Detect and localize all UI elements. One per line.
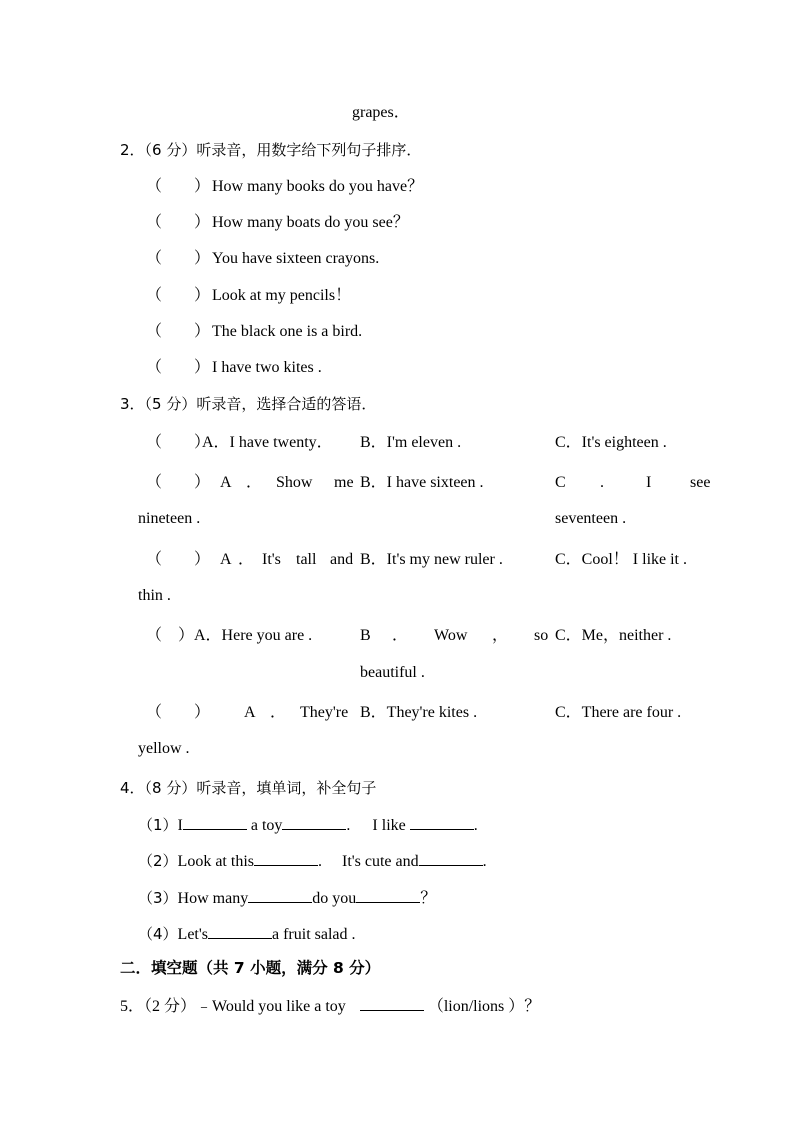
q5-text: 5．（2 分）﹣Would you like a toy xyxy=(120,998,346,1015)
q3-option-c: C．There are four . xyxy=(555,704,682,721)
answer-blank[interactable] xyxy=(410,814,474,830)
answer-blank[interactable] xyxy=(356,887,420,903)
q4-text: It's cute and xyxy=(341,853,419,870)
q3-option-a: ． xyxy=(270,704,287,721)
q3-paren: （ ） xyxy=(146,551,211,568)
continuation-text: grapes． xyxy=(352,104,410,121)
q3-option-c: seventeen . xyxy=(555,510,627,527)
q3-option-a: A xyxy=(244,704,256,721)
answer-blank[interactable] xyxy=(248,887,312,903)
q3-option-a: A xyxy=(220,474,232,491)
q3-option-c: C．Me，neither . xyxy=(555,627,672,644)
q4-text: . xyxy=(482,853,487,870)
q4-text: Look at this xyxy=(177,853,254,870)
q4-text: ？ xyxy=(420,890,437,907)
q3-paren: （ ） xyxy=(146,627,195,644)
q2-item-text: How many books do you have？ xyxy=(212,178,424,195)
q3-option-a: ． xyxy=(238,551,255,568)
q4-text: I like xyxy=(372,817,406,834)
q3-option-b: ， xyxy=(492,627,509,644)
q3-paren: （ ） xyxy=(146,474,211,491)
q4-text: . xyxy=(473,817,478,834)
q3-option-a: tall xyxy=(296,551,317,568)
q2-item-text: You have sixteen crayons. xyxy=(212,250,380,267)
q3-option-c: see xyxy=(690,474,711,491)
q3-option-a: and xyxy=(330,551,354,568)
q3-option-b: B．I'm eleven . xyxy=(360,434,462,451)
q3-option-a: A xyxy=(220,551,232,568)
q4-number: （1） xyxy=(138,816,178,834)
q4-text: . xyxy=(346,817,351,834)
q4-line-2 xyxy=(138,850,487,872)
q3-option-c: C．It's eighteen . xyxy=(555,434,667,451)
q3-option-a: me xyxy=(334,474,354,491)
q3-option-a: A．Here you are . xyxy=(194,627,313,644)
q2-item-text: Look at my pencils！ xyxy=(212,287,352,304)
q4-line-3 xyxy=(138,887,436,909)
q3-option-a: Show xyxy=(276,474,313,491)
q4-number: （2） xyxy=(138,852,178,870)
q4-text: a fruit salad . xyxy=(271,926,356,943)
q2-item-text: I have two kites . xyxy=(212,359,322,376)
q4-text: I xyxy=(177,817,183,834)
q3-option-a: ． xyxy=(246,474,263,491)
q3-option-b: B xyxy=(360,627,371,644)
q3-option-c: . xyxy=(600,474,604,491)
q3-option-b: Wow xyxy=(434,627,468,644)
q4-line-4 xyxy=(138,923,356,945)
q4-text: . xyxy=(317,853,322,870)
answer-blank[interactable] xyxy=(282,814,346,830)
q3-option-c: I xyxy=(646,474,652,491)
q3-option-b: so xyxy=(534,627,549,644)
q3-option-a: They're xyxy=(300,704,349,721)
q2-paren: （ ） xyxy=(146,250,211,267)
q3-option-a: thin . xyxy=(138,587,171,604)
answer-blank[interactable] xyxy=(254,850,318,866)
q2-paren: （ ） xyxy=(146,287,211,304)
q2-stem: 2．（6 分）听录音，用数字给下列句子排序． xyxy=(120,141,422,159)
q2-item-text: The black one is a bird. xyxy=(212,323,363,340)
q3-option-b: B．I have sixteen . xyxy=(360,474,484,491)
q4-number: （3） xyxy=(138,889,178,907)
q3-option-a: yellow . xyxy=(138,740,190,757)
q4-line-1 xyxy=(138,814,478,836)
q4-number: （4） xyxy=(138,925,178,943)
q5-line xyxy=(120,995,540,1017)
q4-text: do you xyxy=(312,890,357,907)
q3-option-a: A．I have twenty． xyxy=(202,434,333,451)
answer-blank[interactable] xyxy=(419,850,483,866)
q2-paren: （ ） xyxy=(146,359,211,376)
q4-text: Let's xyxy=(177,926,208,943)
q4-text: How many xyxy=(177,890,249,907)
q2-paren: （ ） xyxy=(146,178,211,195)
answer-blank[interactable] xyxy=(183,814,247,830)
q3-option-a: It's xyxy=(262,551,281,568)
q3-option-c: C xyxy=(555,474,566,491)
q2-paren: （ ） xyxy=(146,214,211,231)
q3-option-b: beautiful . xyxy=(360,664,425,681)
answer-blank[interactable] xyxy=(360,995,424,1011)
q3-paren: （ ） xyxy=(146,704,211,721)
q3-option-a: nineteen . xyxy=(138,510,201,527)
section-heading: 二．填空题（共 7 小题，满分 8 分） xyxy=(120,959,381,977)
q3-stem: 3．（5 分）听录音，选择合适的答语． xyxy=(120,395,377,413)
q4-text: a toy xyxy=(250,817,283,834)
q3-option-b: B．It's my new ruler . xyxy=(360,551,503,568)
q3-option-b: ． xyxy=(392,627,409,644)
q2-item-text: How many boats do you see？ xyxy=(212,214,409,231)
q3-option-c: C．Cool！ I like it . xyxy=(555,551,688,568)
answer-blank[interactable] xyxy=(208,923,272,939)
q4-stem: 4．（8 分）听录音，填单词，补全句子 xyxy=(120,779,377,797)
q3-paren: （ ） xyxy=(146,434,211,451)
q5-text: （lion/lions ）？ xyxy=(427,998,541,1015)
q2-paren: （ ） xyxy=(146,323,211,340)
q3-option-b: B．They're kites . xyxy=(360,704,478,721)
